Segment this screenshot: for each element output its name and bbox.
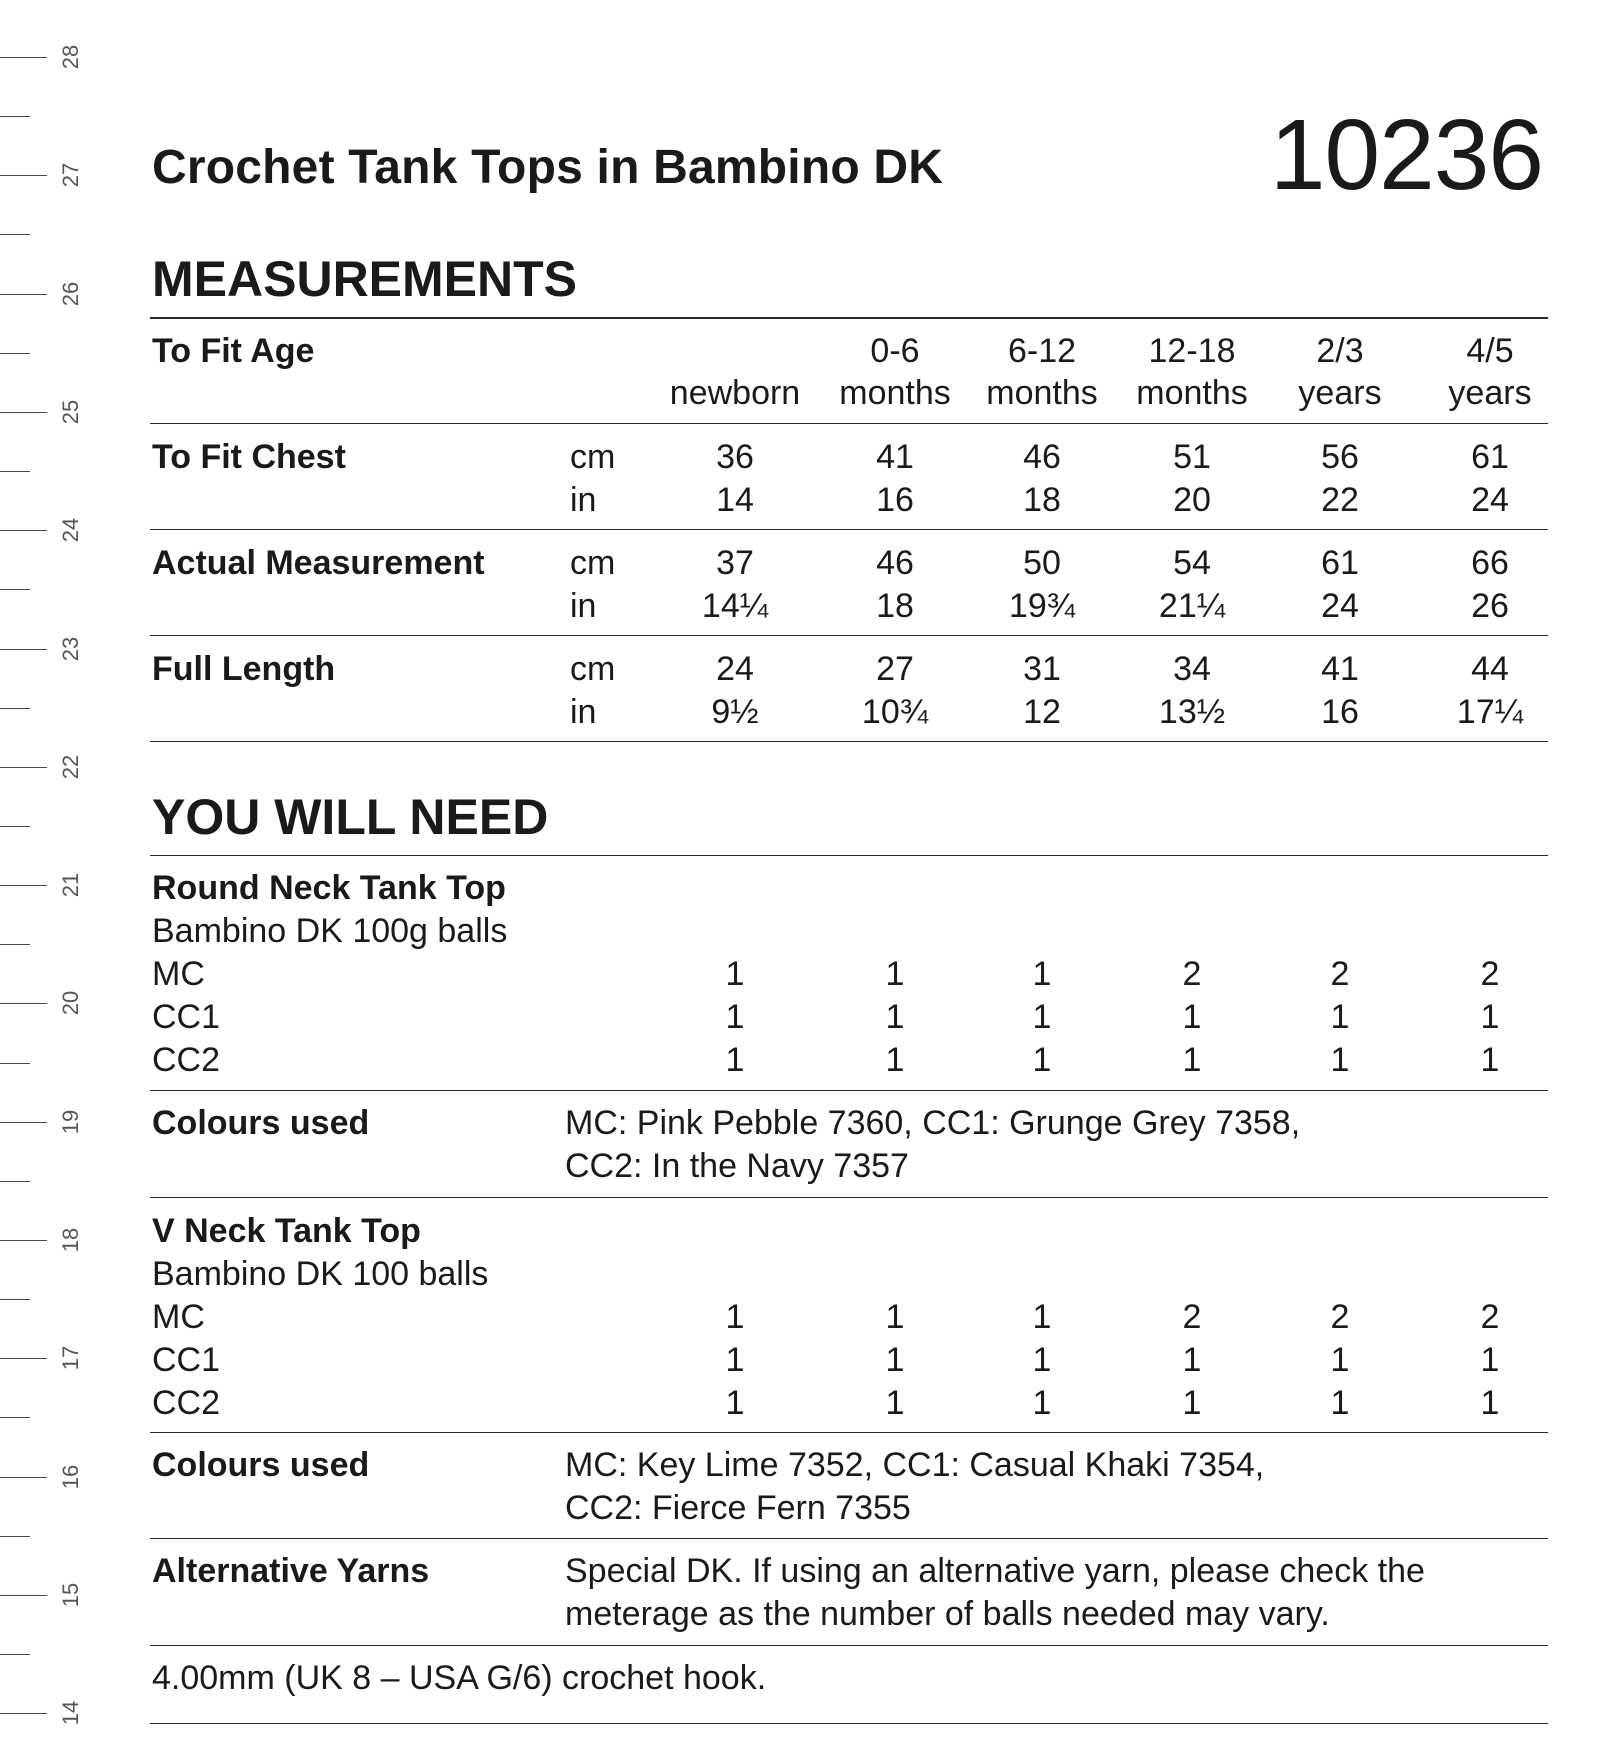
yarn-colour-label: CC1 <box>152 998 221 1036</box>
ruler-number: 28 <box>58 44 83 70</box>
ruler-number: 16 <box>58 1464 83 1489</box>
measurement-value-in: 26 <box>1471 587 1509 625</box>
ball-quantity: 1 <box>1330 998 1350 1036</box>
divider <box>150 1538 1548 1539</box>
measurement-value-in: 17¼ <box>1456 693 1524 731</box>
ball-quantity: 1 <box>885 1384 905 1422</box>
unit-label: cm <box>570 544 616 582</box>
ruler-minor-tick <box>0 1417 30 1418</box>
divider <box>150 1432 1548 1433</box>
ball-quantity: 1 <box>1032 955 1052 993</box>
ruler-major-tick <box>0 530 47 531</box>
ruler-number: 27 <box>58 163 83 188</box>
ruler-number: 22 <box>58 754 83 780</box>
ruler-number: 14 <box>58 1700 83 1726</box>
ruler-major-tick <box>0 1122 47 1123</box>
ball-quantity: 1 <box>885 955 905 993</box>
ball-quantity: 2 <box>1480 1298 1500 1336</box>
measurement-value-cm: 61 <box>1471 438 1509 476</box>
measurement-value-cm: 27 <box>876 650 914 688</box>
ruler-major-tick <box>0 1358 47 1359</box>
ball-quantity: 1 <box>1480 998 1500 1036</box>
ruler-major-tick <box>0 1240 47 1241</box>
divider <box>150 1645 1548 1646</box>
age-bottom: months <box>1136 374 1248 412</box>
yarn-colour-label: CC2 <box>152 1041 221 1079</box>
divider <box>150 529 1548 530</box>
ball-quantity: 1 <box>1182 1041 1202 1079</box>
v-neck-colours-label: Colours used <box>152 1446 370 1484</box>
ruler-major-tick <box>0 175 47 176</box>
divider <box>150 1090 1548 1091</box>
ruler-major-tick <box>0 1477 47 1478</box>
ruler-number: 23 <box>58 636 83 661</box>
measurement-value-cm: 61 <box>1321 544 1359 582</box>
alternative-yarns-label: Alternative Yarns <box>152 1552 430 1590</box>
ruler-number: 18 <box>58 1227 83 1253</box>
measurement-value-in: 14 <box>716 481 754 519</box>
age-top: 4/5 <box>1466 332 1514 370</box>
measurement-label: Full Length <box>152 650 336 688</box>
ruler <box>0 0 90 1754</box>
unit-label: in <box>570 481 597 519</box>
measurement-value-in: 18 <box>1023 481 1061 519</box>
ruler-number: 24 <box>58 517 83 543</box>
measurement-value-in: 24 <box>1471 481 1509 519</box>
age-bottom: newborn <box>669 374 801 412</box>
measurement-value-cm: 24 <box>716 650 754 688</box>
age-top: 12-18 <box>1148 332 1236 370</box>
measurement-value-in: 22 <box>1321 481 1359 519</box>
measurements-heading: MEASUREMENTS <box>152 251 578 307</box>
page-title: Crochet Tank Tops in Bambino DK <box>152 141 944 194</box>
measurement-value-in: 14¼ <box>701 587 769 625</box>
unit-label: cm <box>570 438 616 476</box>
ruler-minor-tick <box>0 116 30 117</box>
round-neck-colours-line1: MC: Pink Pebble 7360, CC1: Grunge Grey 7358, <box>565 1104 1301 1142</box>
to-fit-age-label: To Fit Age <box>152 332 315 370</box>
ball-quantity: 1 <box>1032 1041 1052 1079</box>
measurement-value-cm: 37 <box>716 544 754 582</box>
measurement-value-in: 19¾ <box>1008 587 1076 625</box>
ruler-major-tick <box>0 767 47 768</box>
divider <box>150 635 1548 636</box>
measurement-value-in: 12 <box>1023 693 1061 731</box>
ball-quantity: 1 <box>1032 1384 1052 1422</box>
measurement-label: Actual Measurement <box>152 544 485 582</box>
v-neck-title: V Neck Tank Top <box>152 1212 421 1250</box>
ruler-minor-tick <box>0 1536 30 1537</box>
ruler-major-tick <box>0 57 47 58</box>
ruler-minor-tick <box>0 471 30 472</box>
ball-quantity: 1 <box>725 1384 745 1422</box>
measurement-value-cm: 46 <box>876 544 914 582</box>
ball-quantity: 2 <box>1330 1298 1350 1336</box>
ball-quantity: 1 <box>725 1041 745 1079</box>
unit-label: cm <box>570 650 616 688</box>
measurement-value-in: 18 <box>876 587 914 625</box>
ruler-minor-tick <box>0 234 30 235</box>
divider <box>150 423 1548 424</box>
measurement-value-cm: 31 <box>1023 650 1061 688</box>
unit-label: in <box>570 693 597 731</box>
ruler-minor-tick <box>0 1299 30 1300</box>
age-bottom: months <box>839 374 951 412</box>
ruler-minor-tick <box>0 353 30 354</box>
ruler-major-tick <box>0 649 47 650</box>
v-neck-subtitle: Bambino DK 100 balls <box>152 1255 489 1293</box>
ball-quantity: 1 <box>1480 1041 1500 1079</box>
measurement-value-cm: 41 <box>876 438 914 476</box>
measurement-value-cm: 41 <box>1321 650 1359 688</box>
divider <box>150 1197 1548 1198</box>
you-will-need-heading: YOU WILL NEED <box>152 789 549 845</box>
ruler-minor-tick <box>0 1181 30 1182</box>
measurement-value-cm: 36 <box>716 438 754 476</box>
v-neck-colours-line2: CC2: Fierce Fern 7355 <box>565 1489 911 1527</box>
measurement-value-cm: 44 <box>1471 650 1509 688</box>
measurement-value-in: 20 <box>1173 481 1211 519</box>
measurement-value-in: 10¾ <box>861 693 929 731</box>
pattern-number: 10236 <box>1269 99 1543 211</box>
ruler-minor-tick <box>0 826 30 827</box>
divider <box>150 741 1548 742</box>
ruler-number: 15 <box>58 1582 83 1608</box>
ruler-number: 20 <box>58 991 83 1016</box>
ball-quantity: 1 <box>1032 1341 1052 1379</box>
age-bottom: years <box>1448 374 1532 412</box>
ruler-number: 21 <box>58 872 83 898</box>
measurement-value-cm: 34 <box>1173 650 1211 688</box>
ball-quantity: 2 <box>1182 1298 1202 1336</box>
ball-quantity: 1 <box>725 1298 745 1336</box>
age-top: 6-12 <box>1007 332 1077 370</box>
ball-quantity: 1 <box>1330 1384 1350 1422</box>
ruler-minor-tick <box>0 589 30 590</box>
measurement-value-cm: 50 <box>1023 544 1061 582</box>
age-top: 0-6 <box>870 332 920 370</box>
unit-label: in <box>570 587 597 625</box>
alternative-yarns-line1: Special DK. If using an alternative yarn, please check the <box>565 1552 1425 1590</box>
yarn-colour-label: CC1 <box>152 1341 221 1379</box>
ruler-major-tick <box>0 1003 47 1004</box>
divider <box>150 855 1548 856</box>
ball-quantity: 1 <box>1330 1041 1350 1079</box>
measurement-value-in: 16 <box>876 481 914 519</box>
ruler-major-tick <box>0 412 47 413</box>
ruler-major-tick <box>0 1713 47 1714</box>
ruler-number: 26 <box>58 281 83 306</box>
ruler-number: 17 <box>58 1346 83 1371</box>
ball-quantity: 1 <box>1480 1384 1500 1422</box>
round-neck-title: Round Neck Tank Top <box>152 869 506 907</box>
ball-quantity: 1 <box>1182 1341 1202 1379</box>
ball-quantity: 1 <box>1330 1341 1350 1379</box>
ruler-minor-tick <box>0 1654 30 1655</box>
measurement-value-in: 24 <box>1321 587 1359 625</box>
alternative-yarns-line2: meterage as the number of balls needed may vary. <box>565 1595 1330 1633</box>
ball-quantity: 2 <box>1480 955 1500 993</box>
ruler-number: 25 <box>58 399 83 425</box>
measurement-value-cm: 54 <box>1173 544 1211 582</box>
ball-quantity: 1 <box>1480 1341 1500 1379</box>
measurement-value-in: 16 <box>1321 693 1359 731</box>
ruler-minor-tick <box>0 944 30 945</box>
age-top: 2/3 <box>1316 332 1364 370</box>
ruler-major-tick <box>0 294 47 295</box>
measurement-value-cm: 56 <box>1321 438 1359 476</box>
ruler-number: 19 <box>58 1109 83 1134</box>
ball-quantity: 1 <box>725 1341 745 1379</box>
divider <box>150 317 1548 319</box>
age-bottom: years <box>1298 374 1382 412</box>
yarn-colour-label: MC <box>152 955 205 993</box>
hook-size: 4.00mm (UK 8 – USA G/6) crochet hook. <box>152 1659 767 1697</box>
ball-quantity: 1 <box>725 955 745 993</box>
ruler-minor-tick <box>0 708 30 709</box>
measurement-value-cm: 46 <box>1023 438 1061 476</box>
ball-quantity: 1 <box>1182 1384 1202 1422</box>
measurement-value-cm: 66 <box>1471 544 1509 582</box>
measurement-value-in: 9½ <box>711 693 759 731</box>
ruler-major-tick <box>0 885 47 886</box>
ruler-minor-tick <box>0 1063 30 1064</box>
ruler-major-tick <box>0 1595 47 1596</box>
round-neck-colours-label: Colours used <box>152 1104 370 1142</box>
ball-quantity: 1 <box>885 1341 905 1379</box>
ball-quantity: 1 <box>885 998 905 1036</box>
round-neck-subtitle: Bambino DK 100g balls <box>152 912 508 950</box>
ball-quantity: 1 <box>1032 1298 1052 1336</box>
ball-quantity: 1 <box>1032 998 1052 1036</box>
divider <box>150 1723 1548 1724</box>
ball-quantity: 1 <box>1182 998 1202 1036</box>
ball-quantity: 2 <box>1330 955 1350 993</box>
ball-quantity: 1 <box>725 998 745 1036</box>
measurement-value-in: 21¼ <box>1158 587 1226 625</box>
yarn-colour-label: CC2 <box>152 1384 221 1422</box>
ball-quantity: 1 <box>885 1041 905 1079</box>
yarn-colour-label: MC <box>152 1298 205 1336</box>
measurement-value-in: 13½ <box>1158 693 1226 731</box>
measurement-value-cm: 51 <box>1173 438 1211 476</box>
ball-quantity: 1 <box>885 1298 905 1336</box>
age-bottom: months <box>986 374 1098 412</box>
round-neck-colours-line2: CC2: In the Navy 7357 <box>565 1147 909 1185</box>
v-neck-colours-line1: MC: Key Lime 7352, CC1: Casual Khaki 7354, <box>565 1446 1265 1484</box>
measurement-label: To Fit Chest <box>152 438 346 476</box>
ball-quantity: 2 <box>1182 955 1202 993</box>
